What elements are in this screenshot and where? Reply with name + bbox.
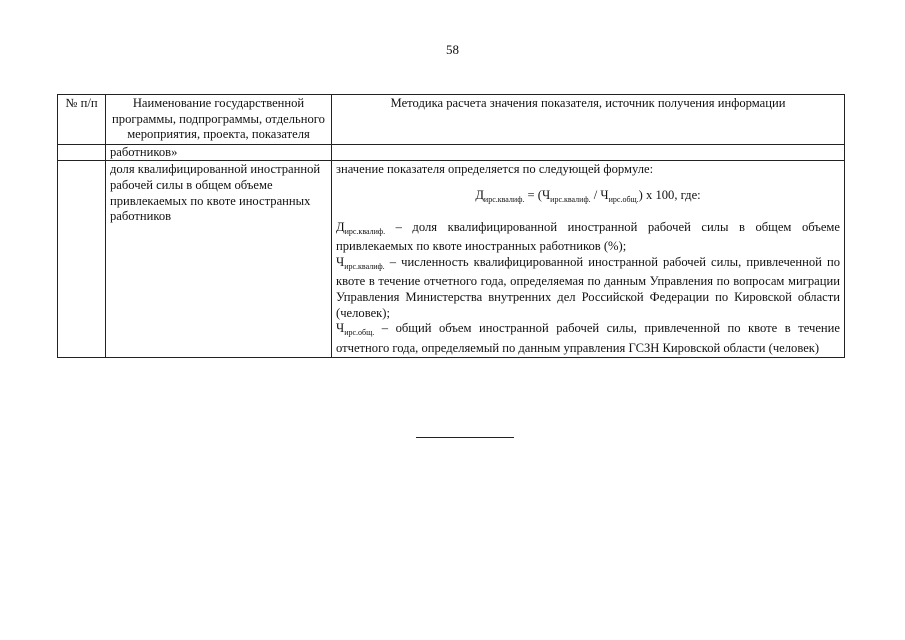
formula-slash: / Ч: [590, 187, 609, 202]
header-method: Методика расчета значения показателя, источник получения информации: [332, 95, 845, 145]
definition-text: – численность квалифицированной иностранной рабочей силы, привлеченной по квоте в течение отчетного года, определяемая по данным Управления по вопросам миграции Управления Министерства внутренних дел Российской Федерации по Кировской области (человек);: [336, 254, 840, 320]
definition-symbol: Ч: [336, 321, 345, 336]
header-name: Наименование государственной программы, подпрограммы, отдельного мероприятия, проекта, показателя: [106, 95, 332, 145]
definition-ch-qualified: [336, 255, 840, 321]
indicator-table: [57, 94, 845, 358]
formula-eq-open: = (Ч: [524, 187, 551, 202]
formula-d: Д: [475, 187, 484, 202]
continuation-name: работников»: [106, 144, 332, 161]
row-indicator-name: доля квалифицированной иностранной рабочей силы в общем объеме привлекаемых по квоте иностранных работников: [106, 161, 332, 358]
definition-text: – общий объем иностранной рабочей силы, привлеченной по квоте в течение отчетного года, определяемый по данным управления ГСЗН Кировской области (человек): [336, 321, 840, 355]
row-number: [58, 161, 106, 358]
formula-ch2-sub: ирс.общ.: [608, 194, 639, 204]
formula-d-sub: ирс.квалиф.: [483, 194, 525, 204]
table-row: [58, 161, 845, 358]
definition-sub: ирс.квалиф.: [344, 261, 385, 271]
row-method: [332, 161, 845, 358]
definition-d: [336, 220, 840, 255]
formula-ch1-sub: ирс.квалиф.: [550, 194, 591, 204]
formula-tail: ) x 100, где:: [638, 187, 701, 202]
table-header-row: [58, 95, 845, 145]
definition-ch-total: [336, 321, 840, 356]
continuation-method: [332, 144, 845, 161]
definition-symbol: Д: [336, 219, 345, 234]
method-intro: значение показателя определяется по следующей формуле:: [336, 162, 654, 177]
continuation-num: [58, 144, 106, 161]
definition-sub: ирс.квалиф.: [344, 226, 386, 236]
definition-text: – доля квалифицированной иностранной рабочей силы в общем объеме привлекаемых по квоте иностранных работников (%);: [336, 219, 840, 254]
page-number: 58: [446, 42, 459, 57]
continuation-row: [58, 144, 845, 161]
header-number: № п/п: [58, 95, 106, 145]
definition-sub: ирс.общ.: [344, 328, 375, 338]
definition-symbol: Ч: [336, 254, 345, 269]
separator-line: [416, 437, 514, 438]
formula: [336, 188, 840, 208]
